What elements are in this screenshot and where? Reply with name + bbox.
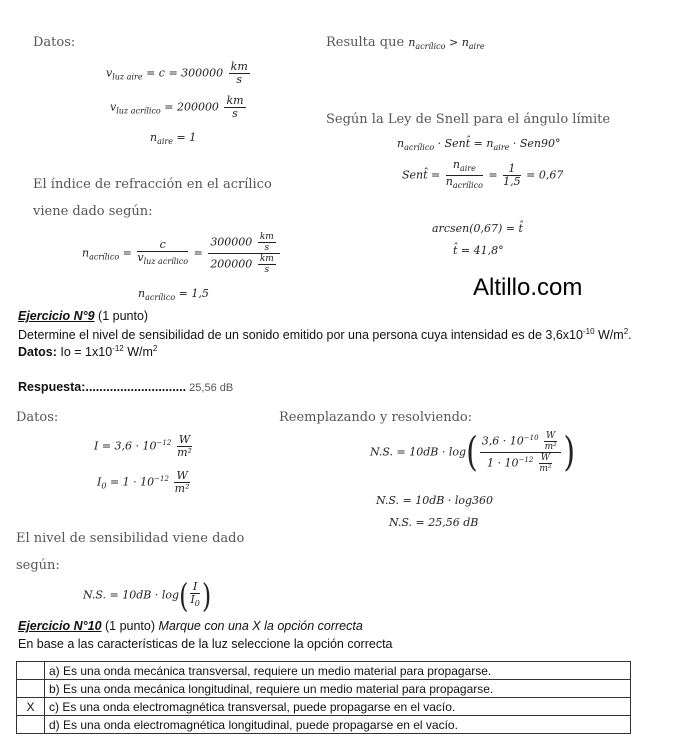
eq-ns-full: N.S. = 10dB · log( $3,6 \cdot 10^{-10}$ $\frac{W}{\text{m²}}$ $1 \cdot 10^{-12}$ $\frac{W}{\text{m²}}$ )	[370, 428, 576, 477]
eq-v-luz-acrilico: $v_{luz acrílico} = 200000$ $\frac{km}{s}$	[110, 94, 244, 120]
option-row-b[interactable]	[17, 680, 631, 698]
ej10-title: Ejercicio N°10 (1 punto) Marque con una X la opción correcta	[18, 619, 363, 633]
indice-text-line1: El índice de refracción en el acrílico	[33, 177, 272, 192]
ej9-datos2: Datos:	[16, 410, 59, 425]
reemplazando: Reemplazando y resolviendo:	[279, 410, 473, 425]
option-text: c) Es una onda electromagnética transversal, puede propagarse en el vacío.	[45, 698, 631, 716]
option-text: d) Es una onda electromagnética longitudinal, puede propagarse en el vacío.	[45, 716, 631, 734]
eq-sen-t: Sent̂ = $\frac{n_{aire}}{n_{acrílico}}$ = $\frac{1}{1,5}$ = 0,67	[402, 158, 564, 191]
ej9-respuesta: Respuesta:............................. 25,56 dB	[18, 380, 234, 394]
eq-n-aire: $n_{aire} = 1$	[150, 131, 197, 147]
options-table	[16, 661, 631, 734]
eq-ns-formula: N.S. = 10dB · log( $\frac{I}{I_0}$ )	[83, 576, 212, 615]
eq-intensity: $I = 3,6 \cdot 10^{-12}$ $\frac{W}{\text{m²}}$	[94, 433, 192, 459]
eq-v-luz-aire: $v_{luz aire} = c = 300000$ $\frac{km}{s}$	[106, 60, 248, 86]
eq-snell: $n_{acrílico}$ · Sent̂ = $n_{aire} \cdot Sen90^\circ$	[397, 137, 561, 153]
eq-angle: t̂ = 41,8°	[453, 244, 504, 257]
option-row-c[interactable]	[17, 698, 631, 716]
option-mark[interactable]	[17, 662, 45, 680]
ej9-title: Ejercicio N°9 (1 punto)	[18, 309, 149, 323]
altillo-logo: Altillo.com	[473, 274, 583, 301]
eq-arcsen: arcsen(0,67) = t̂	[432, 222, 523, 235]
option-mark[interactable]	[17, 680, 45, 698]
eq-n-acrilico-fraction: $n_{acrílico}$ = $\frac{c}{v_{luz acrílico}}$ = 300000 $\frac{km}{s}$ 200000 $\frac{km}{s}$	[82, 232, 282, 275]
option-text: a) Es una onda mecánica transversal, requiere un medio material para propagarse.	[45, 662, 631, 680]
eq-ns-result: N.S. = 25,56 dB	[389, 516, 479, 529]
option-mark[interactable]	[17, 716, 45, 734]
resulta-que: Resulta que $n_{acrílico} > n_{aire}$	[326, 35, 485, 52]
option-mark[interactable]: X	[17, 698, 45, 716]
option-row-d[interactable]	[17, 716, 631, 734]
eq-n-acrilico-result: $n_{acrílico} = 1,5$	[138, 287, 209, 303]
datos-label: Datos:	[33, 35, 76, 50]
eq-intensity-0: $I_0 = 1 \cdot 10^{-12}$ $\frac{W}{\text{m²}}$	[97, 469, 190, 495]
nivel-text-line2: según:	[16, 558, 60, 573]
indice-text-line2: viene dado según:	[33, 204, 153, 219]
option-text: b) Es una onda mecánica longitudinal, requiere un medio material para propagarse.	[45, 680, 631, 698]
snell-heading: Según la Ley de Snell para el ángulo límite	[326, 112, 611, 127]
option-row-a[interactable]	[17, 662, 631, 680]
ej9-statement: Determine el nivel de sensibilidad de un sonido emitido por una persona cuya intensidad es de $3,6x10^{-10}$ $W/m^2$.	[18, 327, 632, 343]
ej10-statement: En base a las características de la luz seleccione la opción correcta	[18, 637, 393, 651]
ej9-datos: Datos: $Io = 1x10^{-12}$ $W/m^2$	[18, 344, 158, 360]
nivel-text-line1: El nivel de sensibilidad viene dado	[16, 531, 245, 546]
eq-ns-log360: N.S. = 10dB · log360	[376, 494, 494, 507]
